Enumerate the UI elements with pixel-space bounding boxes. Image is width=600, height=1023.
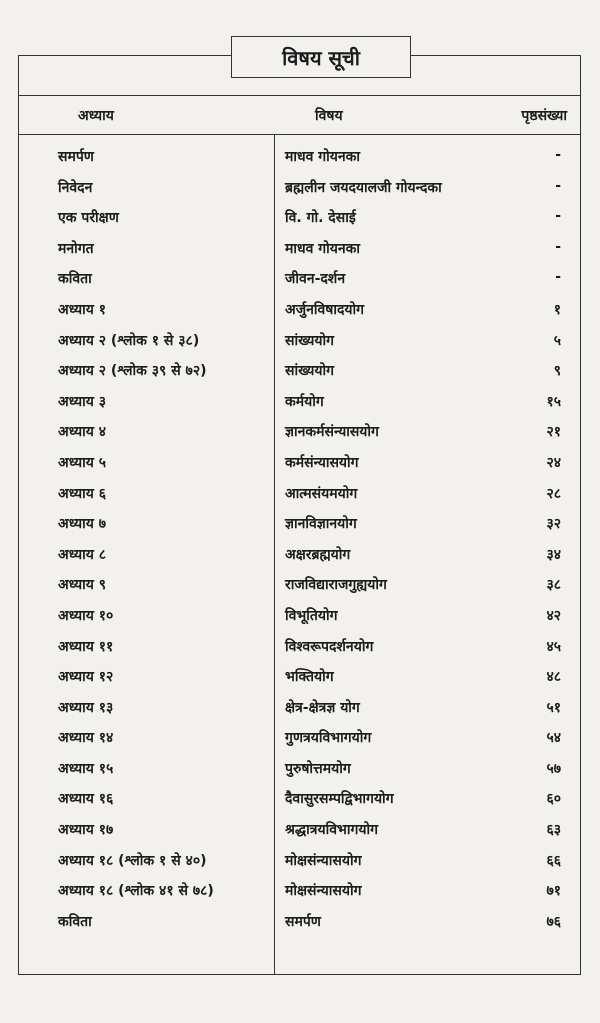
table-row xyxy=(18,782,581,813)
row-subject: वि. गो. देसाई xyxy=(285,210,356,227)
toc-table xyxy=(18,140,581,935)
table-row xyxy=(18,507,581,538)
table-row xyxy=(18,140,581,171)
table-header xyxy=(18,95,581,135)
table-row xyxy=(18,660,581,691)
row-chapter: समर्पण xyxy=(58,149,94,165)
row-chapter: अध्याय ४ xyxy=(58,424,106,441)
row-page: ३२ xyxy=(546,516,561,533)
row-chapter: अध्याय २ (श्लोक ३९ से ७२) xyxy=(58,363,207,380)
row-subject: दैवासुरसम्पद्विभागयोग xyxy=(285,791,394,808)
table-row xyxy=(18,568,581,599)
row-chapter: अध्याय १६ xyxy=(58,791,114,808)
table-row xyxy=(18,293,581,324)
row-subject: क्षेत्र-क्षेत्रज्ञ योग xyxy=(285,699,360,716)
row-subject: मोक्षसंन्यासयोग xyxy=(285,852,362,869)
row-chapter: एक परीक्षण xyxy=(58,210,119,227)
row-chapter: कविता xyxy=(58,913,92,930)
row-chapter: अध्याय ७ xyxy=(58,516,106,533)
row-subject: श्रद्धात्रयविभागयोग xyxy=(285,822,378,839)
row-chapter: कविता xyxy=(58,271,92,288)
row-subject: आत्मसंयमयोग xyxy=(285,485,358,502)
row-subject: ज्ञानविज्ञानयोग xyxy=(285,516,357,533)
row-chapter: अध्याय १ xyxy=(58,301,106,318)
header-chapter: अध्याय xyxy=(78,108,114,124)
row-subject: अर्जुनविषादयोग xyxy=(285,301,365,318)
row-subject: पुरुषोत्तमयोग xyxy=(285,760,351,777)
row-chapter: अध्याय १४ xyxy=(58,730,114,747)
header-page: पृष्ठसंख्या xyxy=(521,108,567,124)
row-page: ७६ xyxy=(546,913,561,930)
row-chapter: अध्याय २ (श्लोक १ से ३८) xyxy=(58,332,200,349)
table-row xyxy=(18,874,581,905)
table-row xyxy=(18,538,581,569)
row-page: ६३ xyxy=(546,822,561,839)
row-chapter: अध्याय ८ xyxy=(58,546,106,563)
row-subject: गुणत्रयविभागयोग xyxy=(285,730,372,747)
table-row xyxy=(18,477,581,508)
row-page: ६० xyxy=(546,791,561,808)
row-chapter: अध्याय १२ xyxy=(58,669,114,686)
row-subject: जीवन-दर्शन xyxy=(285,271,346,288)
row-chapter: अध्याय १८ (श्लोक १ से ४०) xyxy=(58,852,207,869)
row-chapter: निवेदन xyxy=(58,179,93,196)
row-chapter: अध्याय १५ xyxy=(58,760,114,777)
row-chapter: अध्याय १० xyxy=(58,607,114,624)
row-chapter: अध्याय ११ xyxy=(58,638,114,655)
row-subject: माधव गोयनका xyxy=(285,240,361,257)
row-subject: सांख्ययोग xyxy=(285,363,335,380)
row-subject: राजविद्याराजगुह्ययोग xyxy=(285,577,387,594)
row-page: १५ xyxy=(546,393,561,410)
row-page: ४८ xyxy=(546,669,561,686)
table-row xyxy=(18,324,581,355)
table-row xyxy=(18,813,581,844)
table-row xyxy=(18,752,581,783)
row-page: १ xyxy=(553,301,561,318)
row-page: ९ xyxy=(553,363,561,380)
row-chapter: अध्याय १८ (श्लोक ४१ से ७८) xyxy=(58,883,214,900)
row-page: - xyxy=(555,269,561,286)
table-row xyxy=(18,354,581,385)
row-subject: ज्ञानकर्मसंन्यासयोग xyxy=(285,424,379,441)
table-row xyxy=(18,844,581,875)
table-row xyxy=(18,171,581,202)
table-row xyxy=(18,630,581,661)
page-title: विषय सूची xyxy=(231,36,411,78)
row-subject: माधव गोयनका xyxy=(285,149,361,165)
row-page: ७१ xyxy=(546,883,561,900)
table-row xyxy=(18,262,581,293)
row-subject: सांख्ययोग xyxy=(285,332,335,349)
table-row xyxy=(18,232,581,263)
row-subject: भक्तियोग xyxy=(285,669,334,686)
row-chapter: मनोगत xyxy=(58,240,94,257)
row-page: - xyxy=(555,208,561,225)
row-page: २१ xyxy=(546,424,561,441)
row-page: २४ xyxy=(546,454,561,471)
table-row xyxy=(18,599,581,630)
row-subject: कर्मसंन्यासयोग xyxy=(285,454,359,471)
table-row xyxy=(18,415,581,446)
row-subject: समर्पण xyxy=(285,913,321,930)
row-chapter: अध्याय ६ xyxy=(58,485,106,502)
row-chapter: अध्याय ३ xyxy=(58,393,106,410)
table-row xyxy=(18,691,581,722)
row-page: ५ xyxy=(553,332,561,349)
table-row xyxy=(18,446,581,477)
row-subject: ब्रह्मलीन जयदयालजी गोयन्दका xyxy=(285,179,442,196)
table-row xyxy=(18,721,581,752)
row-chapter: अध्याय ५ xyxy=(58,454,106,471)
row-subject: कर्मयोग xyxy=(285,393,324,410)
row-page: ४५ xyxy=(546,638,561,655)
table-row xyxy=(18,385,581,416)
row-chapter: अध्याय १७ xyxy=(58,822,114,839)
table-row xyxy=(18,201,581,232)
row-chapter: अध्याय ९ xyxy=(58,577,106,594)
row-page: २८ xyxy=(546,485,561,502)
row-subject: अक्षरब्रह्मयोग xyxy=(285,546,351,563)
row-chapter: अध्याय १३ xyxy=(58,699,114,716)
row-subject: विश्वरूपदर्शनयोग xyxy=(285,638,374,655)
row-page: - xyxy=(555,147,561,163)
row-page: ४२ xyxy=(546,607,561,624)
row-page: ३८ xyxy=(546,577,561,594)
row-subject: मोक्षसंन्यासयोग xyxy=(285,883,362,900)
row-page: ६६ xyxy=(546,852,561,869)
table-row xyxy=(18,905,581,936)
row-subject: विभूतियोग xyxy=(285,607,338,624)
row-page: - xyxy=(555,177,561,194)
row-page: - xyxy=(555,238,561,255)
row-page: ५४ xyxy=(546,730,561,747)
row-page: ५१ xyxy=(546,699,561,716)
row-page: ५७ xyxy=(546,760,561,777)
row-page: ३४ xyxy=(546,546,561,563)
header-subject: विषय xyxy=(315,108,343,124)
